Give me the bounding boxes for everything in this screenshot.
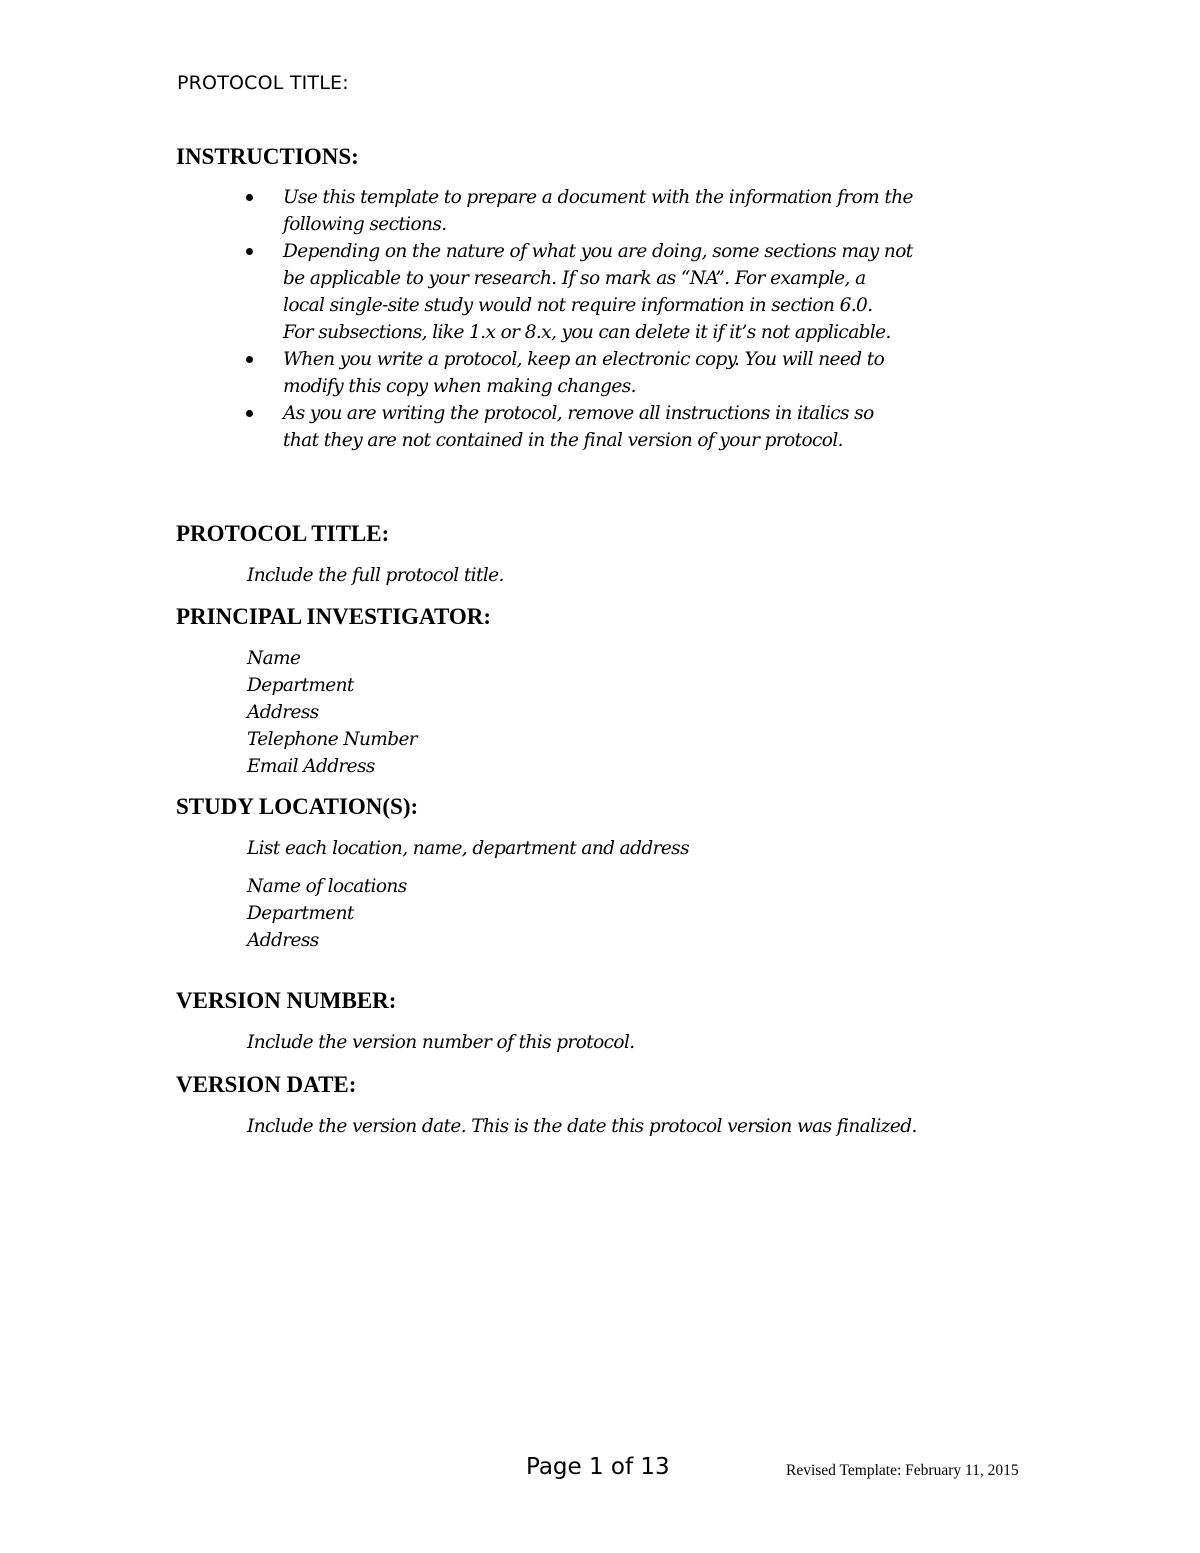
location-department: Department — [247, 903, 354, 924]
study-locations-intro: List each location, name, department and address — [247, 838, 689, 859]
version-date-heading: VERSION DATE: — [176, 1072, 357, 1097]
bullet-icon — [246, 356, 253, 363]
location-name: Name of locations — [247, 876, 407, 897]
bullet-icon — [246, 410, 253, 417]
protocol-title-heading: PROTOCOL TITLE: — [176, 521, 390, 546]
revised-template-date: Revised Template: February 11, 2015 — [786, 1462, 1019, 1479]
bullet-icon — [246, 248, 253, 255]
location-address: Address — [247, 930, 319, 951]
principal-investigator-heading: PRINCIPAL INVESTIGATOR: — [176, 604, 492, 629]
version-date-text: Include the version date. This is the date this protocol version was finalized. — [247, 1116, 917, 1137]
pi-telephone: Telephone Number — [247, 729, 418, 750]
principal-investigator-fields — [247, 645, 417, 780]
pi-address: Address — [247, 702, 319, 723]
study-locations-fields — [247, 873, 407, 954]
protocol-title-text: Include the full protocol title. — [247, 565, 504, 586]
pi-name: Name — [247, 648, 301, 669]
page-number: Page 1 of 13 — [526, 1454, 670, 1480]
instructions-list — [240, 184, 980, 454]
bullet-icon — [246, 194, 253, 201]
instruction-item: Depending on the nature of what you are doing, some sections may not be applicable to your research. If so mark as “NA”. For example, a local single-site study would not require information in section 6.0. For subsections, like 1.x or 8.x, you can delete it if it’s not applicable. — [240, 238, 980, 346]
instructions-heading: INSTRUCTIONS: — [176, 144, 359, 169]
study-locations-heading: STUDY LOCATION(S): — [176, 794, 419, 819]
instruction-item: As you are writing the protocol, remove all instructions in italics so that they are not contained in the final version of your protocol. — [240, 400, 980, 454]
instruction-item: Use this template to prepare a document with the information from the following sections. — [240, 184, 980, 238]
instruction-item: When you write a protocol, keep an electronic copy. You will need to modify this copy when making changes. — [240, 346, 980, 400]
pi-department: Department — [247, 675, 354, 696]
version-number-heading: VERSION NUMBER: — [176, 988, 397, 1013]
page-header-title: PROTOCOL TITLE: — [177, 72, 349, 94]
version-number-text: Include the version number of this protocol. — [247, 1032, 635, 1053]
pi-email: Email Address — [247, 756, 375, 777]
